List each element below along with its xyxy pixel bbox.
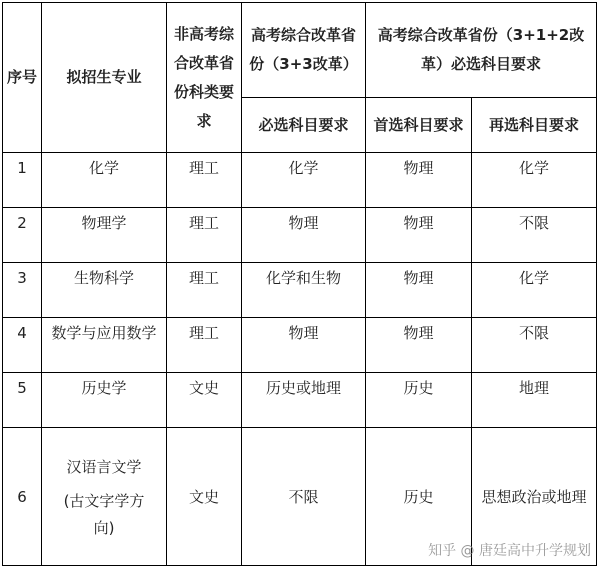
cell-r33: 化学 (242, 153, 366, 208)
cell-major: 物理学 (42, 208, 167, 263)
header-non-reform-text: 非高考综合改革省份科类要求 (173, 24, 234, 130)
header-reform312 (366, 3, 597, 98)
header-reform312-line2: 革）必选科目要求 (421, 55, 542, 74)
header-reform33-line2: 份（3+3改革） (249, 55, 358, 74)
cell-second: 化学 (472, 153, 597, 208)
cell-major: 化学 (42, 153, 167, 208)
header-first-choice: 首选科目要求 (366, 98, 472, 153)
cell-second: 不限 (472, 318, 597, 373)
cell-first: 物理 (366, 153, 472, 208)
cell-index: 2 (3, 208, 42, 263)
header-reform33-line1: 高考综合改革省 (250, 26, 356, 45)
cell-second: 化学 (472, 263, 597, 318)
cell-category: 文史 (167, 428, 242, 566)
cell-major: 生物科学 (42, 263, 167, 318)
table-row (3, 318, 597, 373)
cell-r33: 历史或地理 (242, 373, 366, 428)
header-non-reform (167, 3, 242, 153)
cell-first: 物理 (366, 318, 472, 373)
cell-major: 数学与应用数学 (42, 318, 167, 373)
watermark: 知乎 @ 唐廷高中升学规划 (428, 543, 591, 559)
table-row (3, 263, 597, 318)
cell-category: 理工 (167, 263, 242, 318)
cell-major (42, 428, 167, 566)
cell-category: 文史 (167, 373, 242, 428)
cell-second: 不限 (472, 208, 597, 263)
cell-second: 地理 (472, 373, 597, 428)
table-row (3, 373, 597, 428)
cell-r33: 物理 (242, 318, 366, 373)
cell-major: 历史学 (42, 373, 167, 428)
header-second-choice: 再选科目要求 (472, 98, 597, 153)
cell-category: 理工 (167, 208, 242, 263)
cell-index: 4 (3, 318, 42, 373)
cell-r33: 化学和生物 (242, 263, 366, 318)
cell-first: 物理 (366, 263, 472, 318)
cell-index: 5 (3, 373, 42, 428)
table-row (3, 208, 597, 263)
cell-major-line3: 向) (93, 518, 115, 537)
cell-first: 物理 (366, 208, 472, 263)
cell-major-line2: (古文字学方 (63, 491, 145, 510)
header-major: 拟招生专业 (42, 3, 167, 153)
cell-index: 1 (3, 153, 42, 208)
cell-index: 3 (3, 263, 42, 318)
cell-category: 理工 (167, 318, 242, 373)
cell-index: 6 (3, 428, 42, 566)
header-reform33 (242, 3, 366, 98)
header-reform33-sub: 必选科目要求 (242, 98, 366, 153)
cell-second: 思想政治或地理 (472, 428, 597, 566)
header-index: 序号 (3, 3, 42, 153)
cell-major-line1: 汉语言文学 (66, 457, 142, 476)
table-row (3, 153, 597, 208)
cell-first: 历史 (366, 373, 472, 428)
admission-table (2, 2, 597, 566)
cell-r33: 不限 (242, 428, 366, 566)
cell-r33: 物理 (242, 208, 366, 263)
cell-category: 理工 (167, 153, 242, 208)
cell-first: 历史 (366, 428, 472, 566)
header-reform312-line1: 高考综合改革省份（3+1+2改 (377, 26, 585, 45)
